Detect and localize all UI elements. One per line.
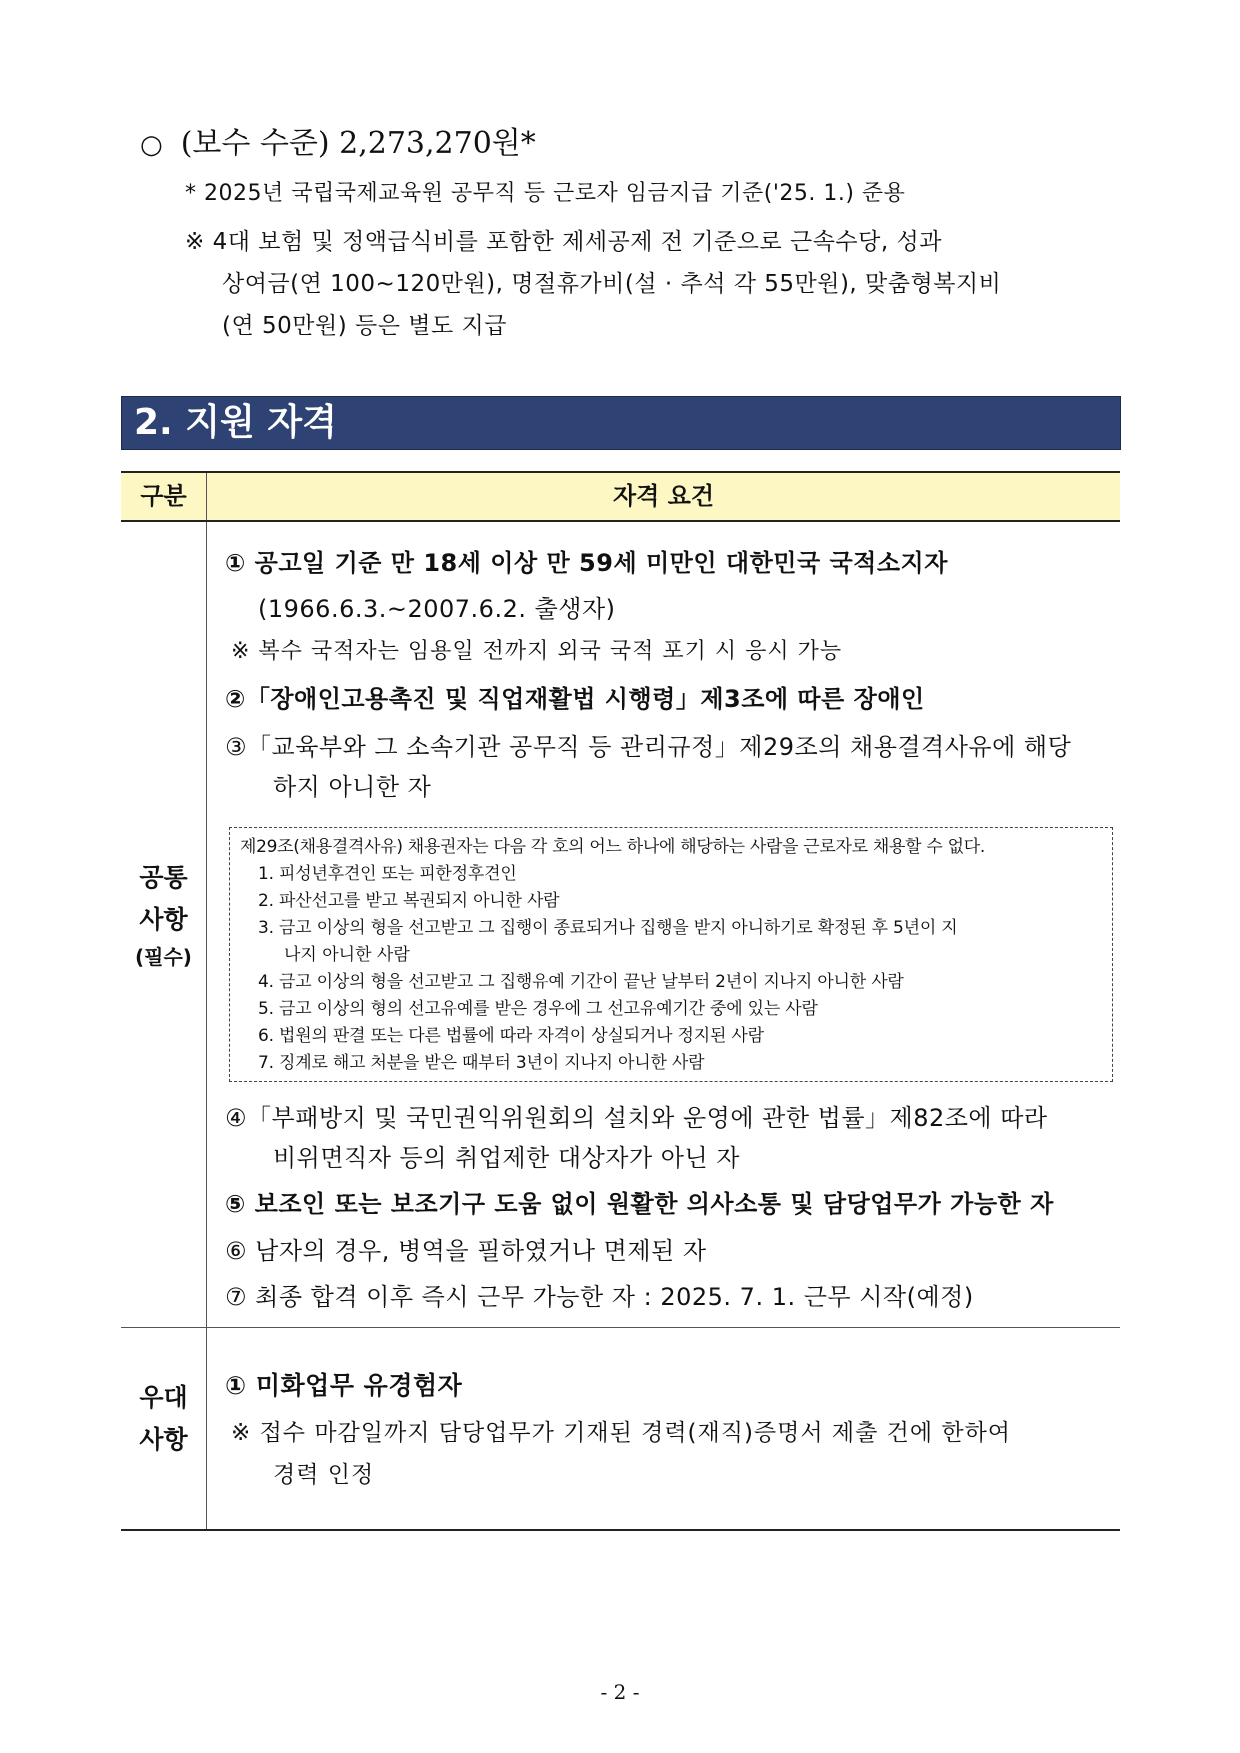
clause-item: 3. 금고 이상의 형을 선고받고 그 집행이 종료되거나 집행을 받지 아니하기로 확정된 후 5년이 지 <box>258 918 958 938</box>
requirement-item-cont: (1966.6.3.~2007.6.2. 출생자) <box>258 595 616 623</box>
category-label: 사항 <box>139 1425 188 1454</box>
category-label: 공통 <box>139 863 188 892</box>
requirement-item: ②「장애인고용촉진 및 직업재활법 시행령」제3조에 따른 장애인 <box>225 685 925 713</box>
requirement-item-cont: 비위면직자 등의 취업제한 대상자가 아닌 자 <box>273 1144 740 1172</box>
clause-item: 5. 금고 이상의 형의 선고유예를 받은 경우에 그 선고유예기간 중에 있는 사람 <box>258 999 818 1019</box>
preferred-note: ※ 접수 마감일까지 담당업무가 기재된 경력(재직)증명서 제출 건에 한하여 <box>231 1420 1012 1446</box>
pay-reference-note-cont: 상여금(연 100∼120만원), 명절휴가비(설 · 추석 각 55만원), 맞춤형복지비 <box>222 271 1002 297</box>
pay-level-amount-value: 2,273,270원* <box>339 126 536 161</box>
table-header <box>121 471 1120 522</box>
requirement-item: ④「부패방지 및 국민권익위원회의 설치와 운영에 관한 법률」제82조에 따라 <box>225 1104 1048 1132</box>
requirement-note: ※ 복수 국적자는 임용일 전까지 외국 국적 포기 시 응시 가능 <box>231 639 843 664</box>
pay-level-label: (보수 수준) <box>180 126 330 161</box>
requirement-item: ③「교육부와 그 소속기관 공무직 등 관리규정」제29조의 채용결격사유에 해당 <box>225 733 1072 761</box>
requirement-item: ⑥ 남자의 경우, 병역을 필하였거나 면제된 자 <box>225 1237 707 1265</box>
requirement-item-cont: 하지 아니한 자 <box>273 773 432 801</box>
table-bottom-border <box>121 1529 1120 1531</box>
pay-standard-note: * 2025년 국립국제교육원 공무직 등 근로자 임금지급 기준('25. 1.) 준용 <box>185 181 906 206</box>
pay-reference-note-cont: (연 50만원) 등은 별도 지급 <box>222 313 507 339</box>
row-divider <box>121 1327 1120 1328</box>
preferred-item: ① 미화업무 유경험자 <box>225 1371 463 1400</box>
header-category: 구분 <box>121 473 207 520</box>
qualification-table <box>121 471 1120 1531</box>
clause-item: 6. 법원의 판결 또는 다른 법률에 따라 자격이 상실되거나 정지된 사람 <box>258 1026 764 1046</box>
requirement-item: ⑦ 최종 합격 이후 즉시 근무 가능한 자 : 2025. 7. 1. 근무 시작(예정) <box>225 1283 974 1311</box>
category-common <box>121 857 206 973</box>
requirement-item: ⑤ 보조인 또는 보조기구 도움 없이 원활한 의사소통 및 담당업무가 가능한 자 <box>225 1190 1054 1218</box>
clause-heading: 제29조(채용결격사유) 채용권자는 다음 각 호의 어느 하나에 해당하는 사람을 근로자로 채용할 수 없다. <box>240 837 985 857</box>
category-label: 사항 <box>139 905 188 934</box>
category-label: 우대 <box>139 1383 188 1412</box>
page-number: - 2 - <box>600 1680 640 1704</box>
section-title: 2. 지원 자격 <box>121 396 1121 450</box>
clause-item: 2. 파산선고를 받고 복권되지 아니한 사람 <box>258 891 560 911</box>
header-requirements: 자격 요건 <box>612 482 715 510</box>
pay-level-line <box>140 118 536 162</box>
clause-item: 4. 금고 이상의 형을 선고받고 그 집행유예 기간이 끝난 날부터 2년이 지나지 아니한 사람 <box>258 972 904 992</box>
category-required-tag: (필수) <box>135 945 192 969</box>
clause-item: 7. 징계로 해고 처분을 받은 때부터 3년이 지나지 아니한 사람 <box>258 1053 705 1073</box>
requirement-item: ① 공고일 기준 만 18세 이상 만 59세 미만인 대한민국 국적소지자 <box>225 549 948 577</box>
disqualification-clause-box <box>229 827 1113 1082</box>
clause-item-cont: 나지 아니한 사람 <box>284 945 410 965</box>
column-divider <box>206 522 207 1531</box>
clause-item: 1. 피성년후견인 또는 피한정후견인 <box>258 864 517 884</box>
pay-reference-note: ※ 4대 보험 및 정액급식비를 포함한 제세공제 전 기준으로 근속수당, 성과 <box>185 229 942 255</box>
category-preferred <box>121 1377 206 1461</box>
pay-level-amount: ○ <box>140 130 163 160</box>
preferred-note-cont: 경력 인정 <box>273 1462 375 1488</box>
